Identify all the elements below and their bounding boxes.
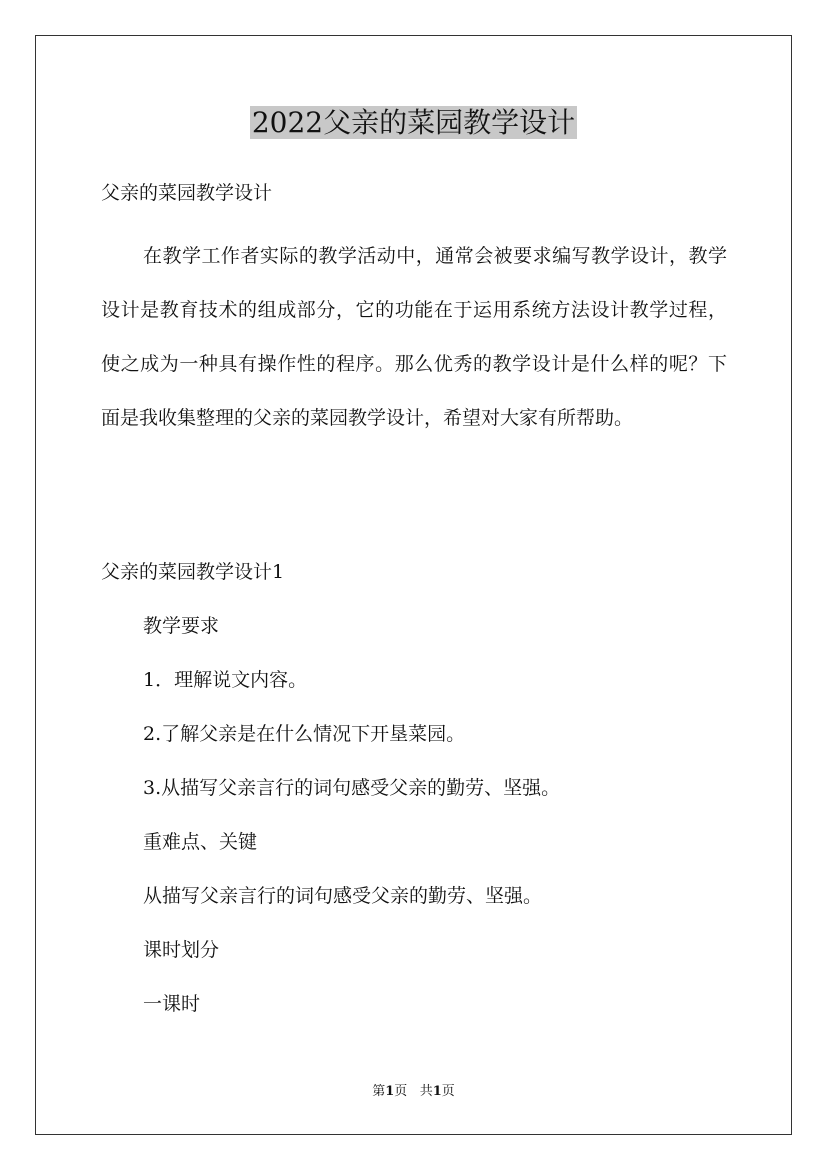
footer-page-suffix: 页 xyxy=(394,1084,408,1099)
footer-total-suffix: 页 xyxy=(441,1084,455,1099)
content-line-requirement-3: 3.从描写父亲言行的词句感受父亲的勤劳、坚强。 xyxy=(143,777,561,799)
content-line-teaching-requirements: 教学要求 xyxy=(143,615,220,637)
page-footer xyxy=(0,1082,827,1102)
footer-page-number: 1 xyxy=(385,1084,395,1099)
content-line-requirement-2: 2.了解父亲是在什么情况下开垦菜园。 xyxy=(143,723,466,745)
intro-paragraph: 在教学工作者实际的教学活动中，通常会被要求编写教学设计，教学设计是教育技术的组成部分，它的功能在于运用系统方法设计教学过程，使之成为一种具有操作性的程序。那么优秀的教学设计是什么样的呢？下面是我收集整理的父亲的菜园教学设计，希望对大家有所帮助。 xyxy=(101,245,727,429)
document-title xyxy=(0,101,827,145)
section-heading: 父亲的菜园教学设计1 xyxy=(101,561,285,583)
document-subtitle: 父亲的菜园教学设计 xyxy=(101,182,273,204)
content-line-lesson-count: 一课时 xyxy=(143,993,201,1015)
content-line-key-points-heading: 重难点、关键 xyxy=(143,831,258,853)
footer-total-pages: 1 xyxy=(432,1084,442,1099)
footer-total-prefix: 共 xyxy=(419,1084,433,1099)
content-line-lesson-division-heading: 课时划分 xyxy=(143,939,220,961)
document-title-text: 2022父亲的菜园教学设计 xyxy=(251,106,576,139)
footer-page-prefix: 第 xyxy=(372,1084,386,1099)
content-line-requirement-1: 1．理解说文内容。 xyxy=(143,669,308,691)
content-line-key-points: 从描写父亲言行的词句感受父亲的勤劳、坚强。 xyxy=(143,885,543,907)
